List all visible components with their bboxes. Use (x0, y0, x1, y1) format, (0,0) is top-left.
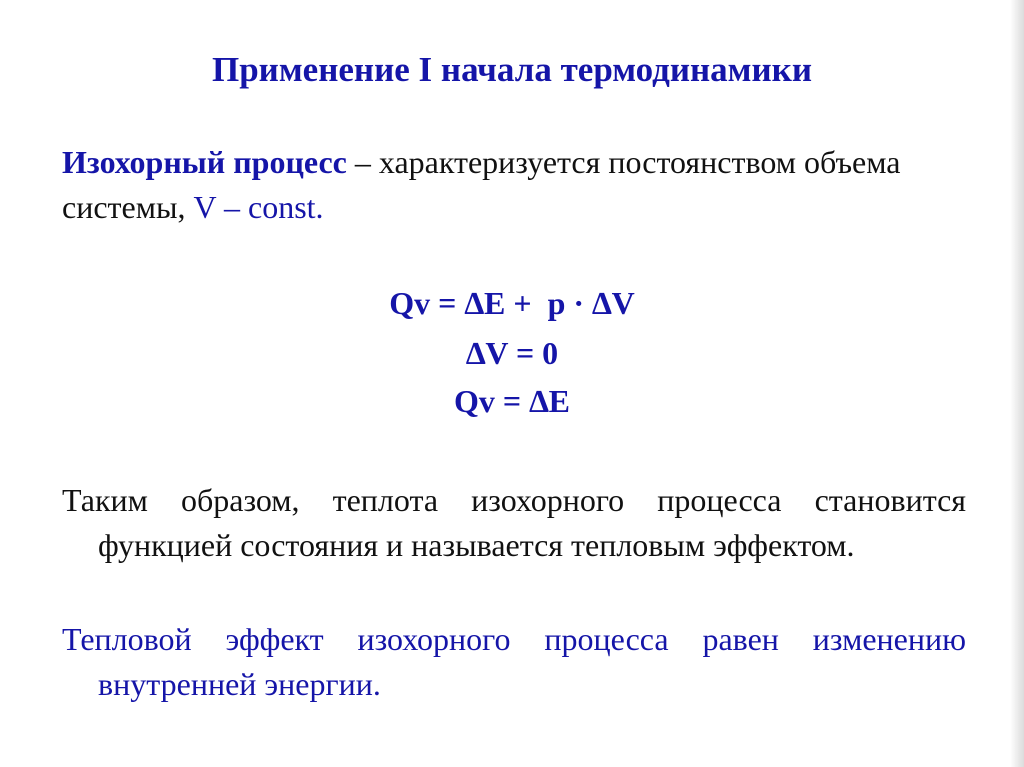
definition-paragraph (62, 140, 962, 230)
formula-first-law: Qv = ∆E + p · ∆V (389, 285, 635, 321)
slide-title: Применение I начала термодинамики (211, 50, 813, 89)
definition-text-line2: системы, (62, 189, 194, 225)
definition-condition: V – const. (193, 189, 324, 225)
statement-line1: Тепловой эффект изохорного процесса равен изменению (62, 621, 966, 657)
definition-term: Изохорный процесс (62, 144, 347, 180)
definition-text-line1: – характеризуется постоянством объема (346, 144, 901, 180)
conclusion-line2: функцией состояния и называется тепловым эффектом. (98, 527, 855, 563)
statement-paragraph (62, 617, 966, 707)
conclusion-paragraph (62, 478, 966, 568)
conclusion-line1: Таким образом, теплота изохорного процесса становится (62, 482, 966, 518)
formula-volume-change: ∆V = 0 (465, 335, 559, 371)
statement-line2: внутренней энергии. (98, 666, 381, 702)
formula-heat-equals-energy: Qv = ∆E (453, 383, 571, 419)
